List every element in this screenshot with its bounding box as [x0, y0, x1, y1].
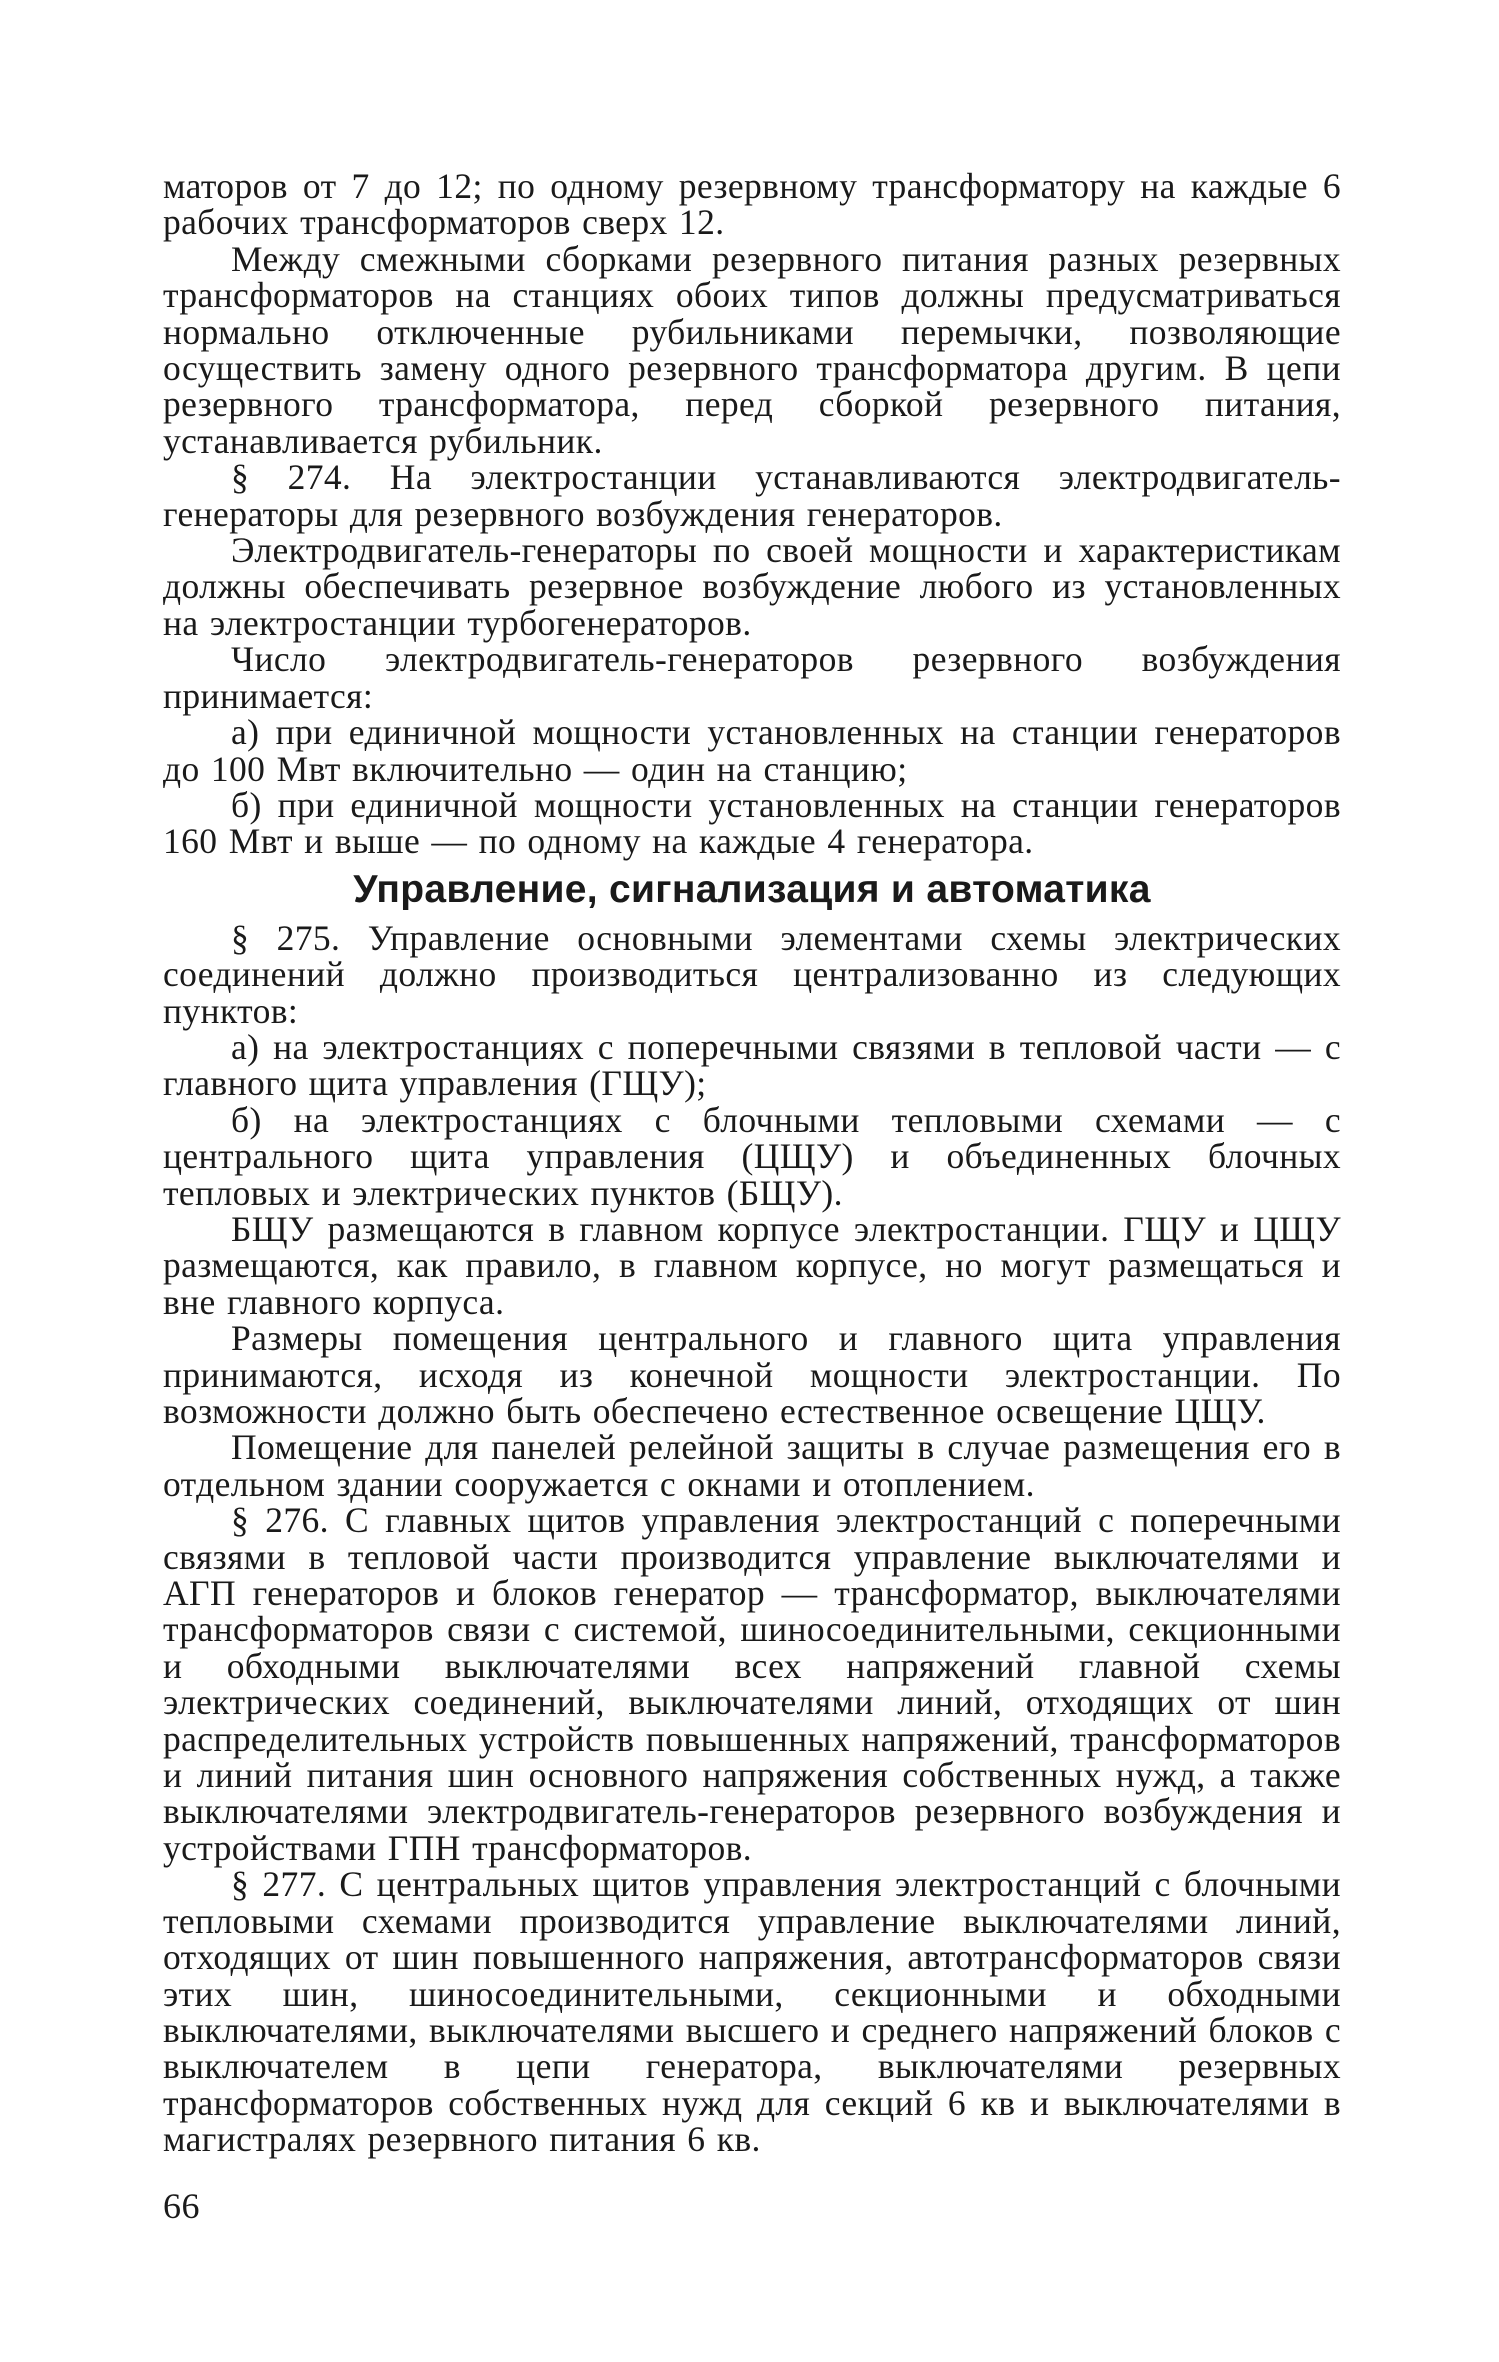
- paragraph: Число электродвигатель-генераторов резервного возбуждения принимается:: [163, 639, 1341, 716]
- page-number: 66: [163, 2186, 200, 2226]
- paragraph: маторов от 7 до 12; по одному резервному трансформатору на каждые 6 рабочих трансформаторов сверх 12.: [163, 166, 1341, 243]
- paragraph-section-275: § 275. Управление основными элементами схемы электрических соединений должно производиться централизованно из следующих пунктов:: [163, 917, 1341, 1031]
- paragraph: Между смежными сборками резервного питания разных резервных трансформаторов на станциях обоих типов должны предусматриваться нормально отключенные рубильниками перемычки, позволяющие осуществить замену одного резервного трансформатора другим. В цепи резервного трансформатора, перед сборкой резервного питания, устанавливается рубильник.: [163, 238, 1341, 461]
- paragraph: БЩУ размещаются в главном корпусе электростанции. ГЩУ и ЦЩУ размещаются, как правило, в главном корпусе, но могут размещаться и вне главного корпуса.: [163, 1208, 1341, 1322]
- paragraph-section-277: § 277. С центральных щитов управления электростанций с блочными тепловыми схемами производится управление выключателями линий, отходящих от шин повышенного напряжения, автотрансформаторов связи этих шин, шиносоединительными, секционными и обходными выключателями, выключателями высшего и среднего напряжений блоков с выключателем в цепи генератора, выключателями резервных трансформаторов собственных нужд для секций 6 кв и выключателями в магистралях резервного питания 6 кв.: [163, 1864, 1341, 2160]
- body-bottom: [163, 917, 1341, 2160]
- list-item-b: б) при единичной мощности установленных на станции генераторов 160 Мвт и выше — по одному на каждые 4 генератора.: [163, 784, 1341, 862]
- body-top: [163, 168, 1341, 860]
- list-item-a: а) на электростанциях с поперечными связями в тепловой части — с главного щита управления (ГЩУ);: [163, 1026, 1341, 1104]
- list-item-a: а) при единичной мощности установленных на станции генераторов до 100 Мвт включительно — один на станцию;: [163, 712, 1341, 789]
- paragraph: Размеры помещения центрального и главного щита управления принимаются, исходя из конечной мощности электростанции. По возможности должно быть обеспечено естественное освещение ЦЩУ.: [163, 1318, 1341, 1431]
- paragraph: Электродвигатель-генераторы по своей мощности и характеристикам должны обеспечивать резервное возбуждение любого из установленных на электростанции турбогенераторов.: [163, 530, 1341, 643]
- section-heading: Управление, сигнализация и автоматика: [353, 867, 1151, 911]
- paragraph-section-276: § 276. С главных щитов управления электростанций с поперечными связями в тепловой части производится управление выключателями и АГП генераторов и блоков генератор — трансформатор, выключателями трансформаторов связи с системой, шиносоединительными, секционными и обходными выключателями всех напряжений главной схемы электрических соединений, выключателями линий, отходящих от шин распределительных устройств повышенных напряжений, трансформаторов и линий питания шин основного напряжения собственных нужд, а также выключателями электродвигатель-генераторов резервного возбуждения и устройствами ГПН трансформаторов.: [163, 1500, 1341, 1868]
- paragraph-section-274: § 274. На электростанции устанавливаются электродвигатель-генераторы для резервного возбуждения генераторов.: [163, 457, 1341, 534]
- list-item-b: б) на электростанциях с блочными тепловыми схемами — с центрального щита управления (ЦЩУ) и объединенных блочных тепловых и электрических пунктов (БЩУ).: [163, 1099, 1341, 1213]
- paragraph: Помещение для панелей релейной защиты в случае размещения его в отдельном здании сооружается с окнами и отоплением.: [163, 1427, 1341, 1504]
